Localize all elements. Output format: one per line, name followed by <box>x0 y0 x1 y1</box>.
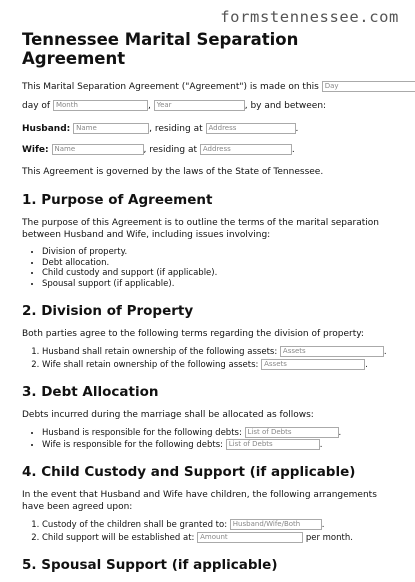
wife-name-field[interactable]: Name <box>52 144 144 155</box>
wife-line: Wife: Name , residing at Address . <box>22 145 295 155</box>
wife-assets-field[interactable]: Assets <box>261 359 365 370</box>
section-4-text: In the event that Husband and Wife have children, the following arrangements have been agreed upon: <box>22 490 377 512</box>
governing-law-text: This Agreement is governed by the laws of the State of Tennessee. <box>22 167 324 177</box>
custody-field[interactable]: Husband/Wife/Both <box>230 519 322 530</box>
list-item: • Child custody and support (if applicable). <box>42 268 400 279</box>
husband-address-field[interactable]: Address <box>206 123 296 134</box>
section-3-list <box>22 427 400 450</box>
husband-assets-field[interactable]: Assets <box>280 346 384 357</box>
document-title: Tennessee Marital Separation Agreement <box>22 30 299 68</box>
agreement-document <box>22 30 400 582</box>
site-watermark: formstennessee.com <box>220 8 399 26</box>
list-item: 2. Child support will be established at: Amount per month. <box>42 532 400 544</box>
section-2-list <box>22 346 400 370</box>
year-field[interactable]: Year <box>154 100 245 111</box>
list-item: 1. Husband shall retain ownership of the following assets: Assets . <box>42 346 400 358</box>
day-field[interactable]: Day <box>322 81 415 92</box>
section-1-text: The purpose of this Agreement is to outline the terms of the marital separation between Husband and Wife, including issues involving: <box>22 218 379 240</box>
month-field[interactable]: Month <box>53 100 148 111</box>
list-item: 1. Custody of the children shall be granted to: Husband/Wife/Both . <box>42 519 400 531</box>
section-3-heading: 3. Debt Allocation <box>22 384 159 400</box>
list-item: • Debt allocation. <box>42 258 400 269</box>
intro-line-2: day of Month , Year , by and between: <box>22 101 327 111</box>
wife-address-field[interactable]: Address <box>200 144 292 155</box>
list-item: • Spousal support (if applicable). <box>42 279 400 290</box>
list-item: 2. Wife shall retain ownership of the following assets: Assets . <box>42 359 400 371</box>
support-amount-field[interactable]: Amount <box>197 532 303 543</box>
section-3-text: Debts incurred during the marriage shall be allocated as follows: <box>22 410 314 420</box>
husband-debts-field[interactable]: List of Debts <box>245 427 339 438</box>
section-2-heading: 2. Division of Property <box>22 303 194 319</box>
husband-name-field[interactable]: Name <box>73 123 149 134</box>
list-item: • Husband is responsible for the following debts: List of Debts . <box>42 427 400 439</box>
wife-debts-field[interactable]: List of Debts <box>226 439 320 450</box>
section-2-text: Both parties agree to the following terms regarding the division of property: <box>22 329 364 339</box>
list-item: • Wife is responsible for the following debts: List of Debts . <box>42 439 400 451</box>
section-5-heading: 5. Spousal Support (if applicable) <box>22 557 278 573</box>
husband-line: Husband: Name , residing at Address . <box>22 124 299 134</box>
section-1-list <box>22 247 400 289</box>
list-item: • Division of property. <box>42 247 400 258</box>
section-4-list <box>22 519 400 543</box>
section-4-heading: 4. Child Custody and Support (if applicable) <box>22 464 356 480</box>
intro-line-1: This Marital Separation Agreement ("Agreement") is made on this Day <box>22 81 400 94</box>
section-1-heading: 1. Purpose of Agreement <box>22 192 213 208</box>
